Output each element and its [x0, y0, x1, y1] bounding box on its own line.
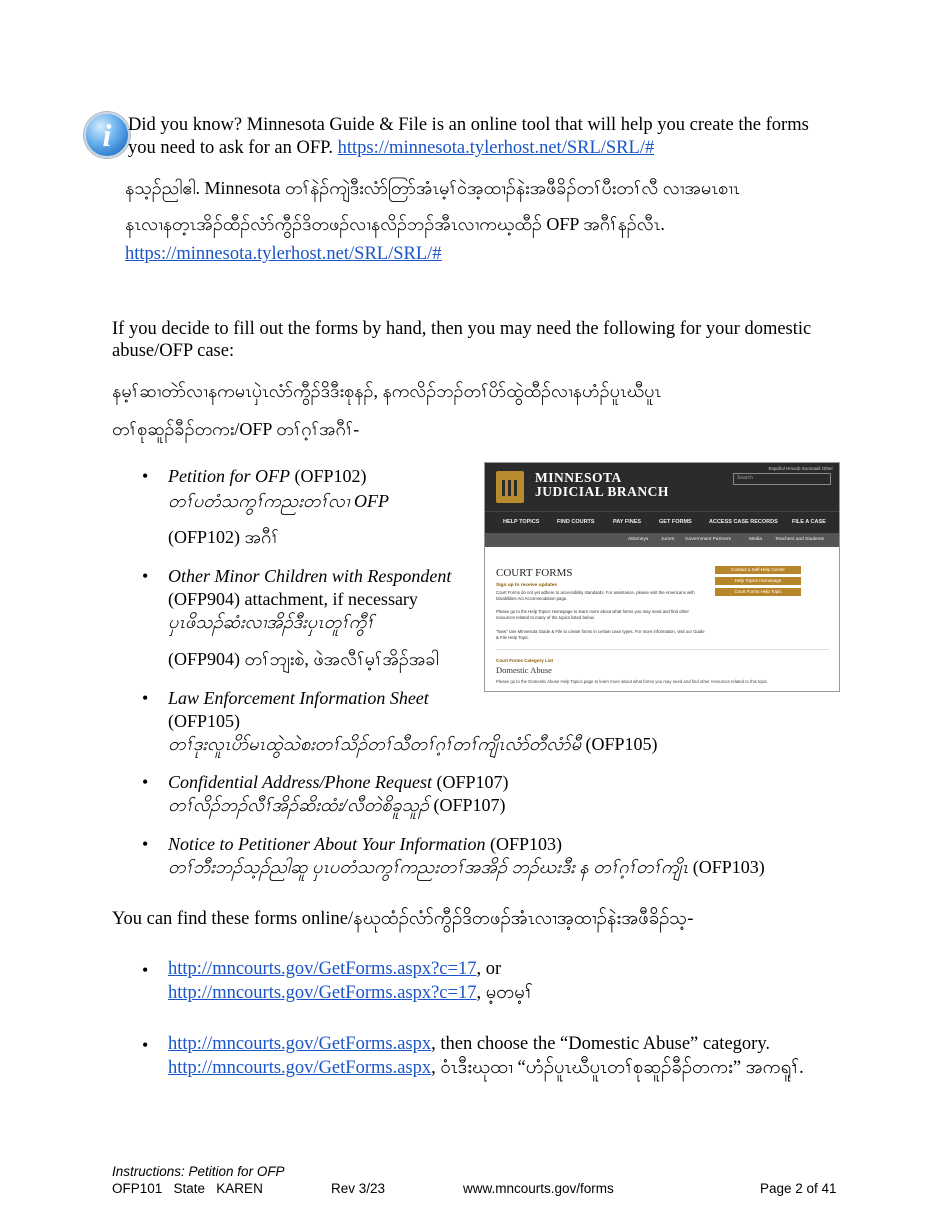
intro-karen [112, 372, 847, 448]
form-name: Other Minor Children with Respondent [168, 566, 452, 586]
getforms-link[interactable]: http://mncourts.gov/GetForms.aspx [168, 1034, 432, 1054]
subnav-item: Government Partners [685, 537, 731, 542]
screenshot-header [485, 463, 839, 511]
screenshot-divider [496, 649, 829, 650]
nav-item: GET FORMS [659, 519, 692, 525]
screenshot-text: Please go to the Help Topics Homepage to learn more about what forms you may need and find other resources related to many of the topics listed below. [496, 609, 689, 620]
footer-page: Page 2 of 41 [760, 1181, 837, 1196]
screenshot-button: Help Topics Homepage [715, 577, 801, 585]
form-item-minor-children [168, 565, 473, 671]
info-karen-line-1: နသ့ၣ်ညါဧါ. Minnesota တၢ်နဲၣ်ကျဲဒီးလံာ်တြာ်အံၤမ့ၢ်ဝဲအ့ထၢၣ်နဲးအဖီခိၣ်တၢ်ပီးတၢ်လီ လၢအမၤစၢၤ [125, 178, 740, 198]
form-name: Confidential Address/Phone Request [168, 772, 432, 792]
form-karen: တၢ်ဘီးဘၣ်သ့ၣ်ညါဆူ ပှၤပတံသကွၢ်ကညးတၢ်အအိၣ် ဘၣ်ဃးဒီး န တၢ်ဂ့ၢ်တၢ်ကျိၤ [168, 857, 689, 877]
screenshot-search-box: Search [733, 473, 831, 485]
form-code: (OFP103) [485, 834, 563, 854]
form-rest: (OFP904) attachment, if necessary [168, 589, 418, 609]
bullet-icon: • [142, 688, 149, 708]
screenshot-category-label: Court Forms Category List [496, 658, 554, 663]
form-karen: တၢ်လိၣ်ဘၣ်လီၢ်အိၣ်ဆိးထံး/လီတဲစိခူသူၣ် [168, 795, 430, 815]
form-name: Petition for OFP [168, 466, 290, 486]
bullet-icon: • [142, 834, 149, 854]
intro-english: If you decide to fill out the forms by hand, then you may need the following for your domestic abuse/OFP case: [112, 319, 812, 361]
guide-file-link-karen[interactable]: https://minnesota.tylerhost.net/SRL/SRL/# [125, 244, 442, 264]
info-line-2: you need to ask for an OFP. https://minnesota.tylerhost.net/SRL/SRL/# [128, 138, 655, 158]
info-line-1: Did you know? Minnesota Guide & File is an online tool that will help you create the forms [128, 115, 809, 135]
form-karen: ပှၤဖိသၣ်ဆံးလၢအိၣ်ဒီးပှၤတူၢ်ကွီၢ် [168, 612, 374, 632]
form-karen-code: (OFP102) အဂီၢ် [168, 527, 279, 547]
form-item-confidential [168, 771, 828, 817]
info-karen-text [125, 170, 845, 242]
form-karen: တၢ်ပတံသကွၢ်ကညးတၢ်လၢ OFP [168, 491, 390, 511]
screenshot-button: Court Forms Help Topic [715, 588, 801, 596]
nav-item: PAY FINES [613, 519, 642, 525]
intro-karen-line-2: တၢ်စုဆူၣ်ခီၣ်တကး/OFP တၢ်ဂ့ၢ်အဂီၢ်- [112, 419, 360, 439]
form-karen-code: (OFP904) တၢ်ဘျးစဲ, ဖဲအလီၢ်မ့ၢ်အိၣ်အခါ [168, 649, 439, 669]
footer-website: www.mncourts.gov/forms [463, 1181, 614, 1196]
bullet-icon: • [142, 1035, 149, 1055]
screenshot-site-title: MINNESOTA JUDICIAL BRANCH [535, 470, 669, 499]
subnav-item: Media [749, 537, 763, 542]
form-karen-code: (OFP107) [429, 795, 506, 815]
screenshot-text: "New" Use Minnesota Guide & File to create forms in certain case types. For more information, visit our Guide & File Help Topic. [496, 629, 705, 640]
form-item-petition [168, 465, 468, 549]
bullet-icon: • [142, 466, 149, 486]
form-name: Law Enforcement Information Sheet [168, 688, 429, 708]
bullet-icon: • [142, 566, 149, 586]
form-code: (OFP102) [289, 466, 367, 486]
info-english-text [128, 114, 828, 160]
link-item: http://mncourts.gov/GetForms.aspx, then choose the “Domestic Abuse” category. http://mncourts.gov/GetForms.aspx, ဝံၤဒီးဃုထၢ “ဟံၣ်ပူၤဃီပူၤတၢ်စုဆူၣ်ခီၣ်တကး” အကရူၢ်. [168, 1034, 804, 1078]
bullet-icon: • [142, 772, 149, 792]
form-item-notice [168, 833, 848, 879]
screenshot-footer-text: Please go to the Domestic Abuse Help Topics page to learn more about what forms you may need and find other resources related to this topic. [496, 679, 769, 684]
court-forms-screenshot [484, 462, 840, 692]
form-rest: (OFP105) [168, 711, 241, 731]
info-karen-line-2: နၤလၢနတ့ၤအိၣ်ထီၣ်လံာ်ကွီၣ်ဒိတဖၣ်လၢနလိၣ်ဘၣ်အီၤလၢကဃ့ထီၣ် OFP အဂီၢ်နၣ်လီၤ. [125, 214, 665, 234]
guide-file-link[interactable]: https://minnesota.tylerhost.net/SRL/SRL/# [337, 138, 655, 158]
screenshot-button: Contact a Self-Help Center [715, 566, 801, 574]
footer-rev: Rev 3/23 [331, 1181, 386, 1196]
form-karen-code: (OFP103) [688, 857, 765, 877]
nav-item: ACCESS CASE RECORDS [709, 519, 778, 525]
subnav-item: Attorneys [628, 537, 649, 542]
form-code: (OFP107) [431, 772, 509, 792]
screenshot-signup: Sign up to receive updates [496, 583, 558, 588]
getforms-link[interactable]: http://mncourts.gov/GetForms.aspx [168, 1058, 432, 1078]
link-item: http://mncourts.gov/GetForms.aspx?c=17, or http://mncourts.gov/GetForms.aspx?c=17, မ့တမ့ၢ် [168, 959, 533, 1003]
intro-karen-line-1: နမ့ၢ်ဆၢတဲာ်လၢနကမၤပှဲၤလံာ်ကွီၣ်ဒိဒီးစုနၣ်, နကလိၣ်ဘၣ်တၢ်ပိာ်ထွဲထီၣ်လၢနဟံၣ်ပူၤဃီပူၤ [112, 381, 662, 401]
nav-item: HELP TOPICS [503, 519, 540, 525]
subnav-item: Teachers and Students [775, 537, 825, 542]
find-forms-text: You can find these forms online/နဃုထံၣ်လံာ်ကွီၣ်ဒိတဖၣ်အံၤလၢအ့ထၢၣ်နဲးအဖီခိၣ်သ့- [112, 909, 694, 929]
form-item-law-enforcement [168, 687, 828, 756]
nav-item: FILE A CASE [792, 519, 826, 525]
language-links: Español Hmoob Soomaali Other [768, 466, 833, 471]
bullet-icon: • [142, 960, 149, 980]
subnav-item: Jurors [661, 537, 675, 542]
info-icon: i [84, 112, 130, 158]
form-name: Notice to Petitioner About Your Information [168, 834, 486, 854]
court-logo-icon [496, 471, 524, 503]
getforms-link[interactable]: http://mncourts.gov/GetForms.aspx?c=17 [168, 983, 477, 1003]
screenshot-main-nav [485, 511, 839, 534]
screenshot-text: Court Forms do not yet adhere to accessibility standards. For assistance, please visit the Americans with Disabilities Act Accommodation page. [496, 590, 695, 601]
screenshot-category-name: Domestic Abuse [496, 665, 552, 675]
footer-form-id: OFP101 State KAREN [112, 1181, 263, 1196]
form-karen: တၢ်ဒုးလူၤပိာ်မၤထွဲသဲစးတၢ်သိၣ်တၢ်သီတၢ်ဂ့ၢ်တၢ်ကျိၤလံာ်တီလံာ်မီ [168, 734, 581, 754]
screenshot-sub-nav [485, 533, 839, 547]
form-karen-code: (OFP105) [580, 734, 658, 754]
footer-title: Instructions: Petition for OFP [112, 1164, 285, 1179]
info-karen-link-wrap [125, 244, 442, 265]
screenshot-heading: COURT FORMS [496, 567, 573, 579]
nav-item: FIND COURTS [557, 519, 595, 525]
getforms-link[interactable]: http://mncourts.gov/GetForms.aspx?c=17 [168, 959, 477, 979]
